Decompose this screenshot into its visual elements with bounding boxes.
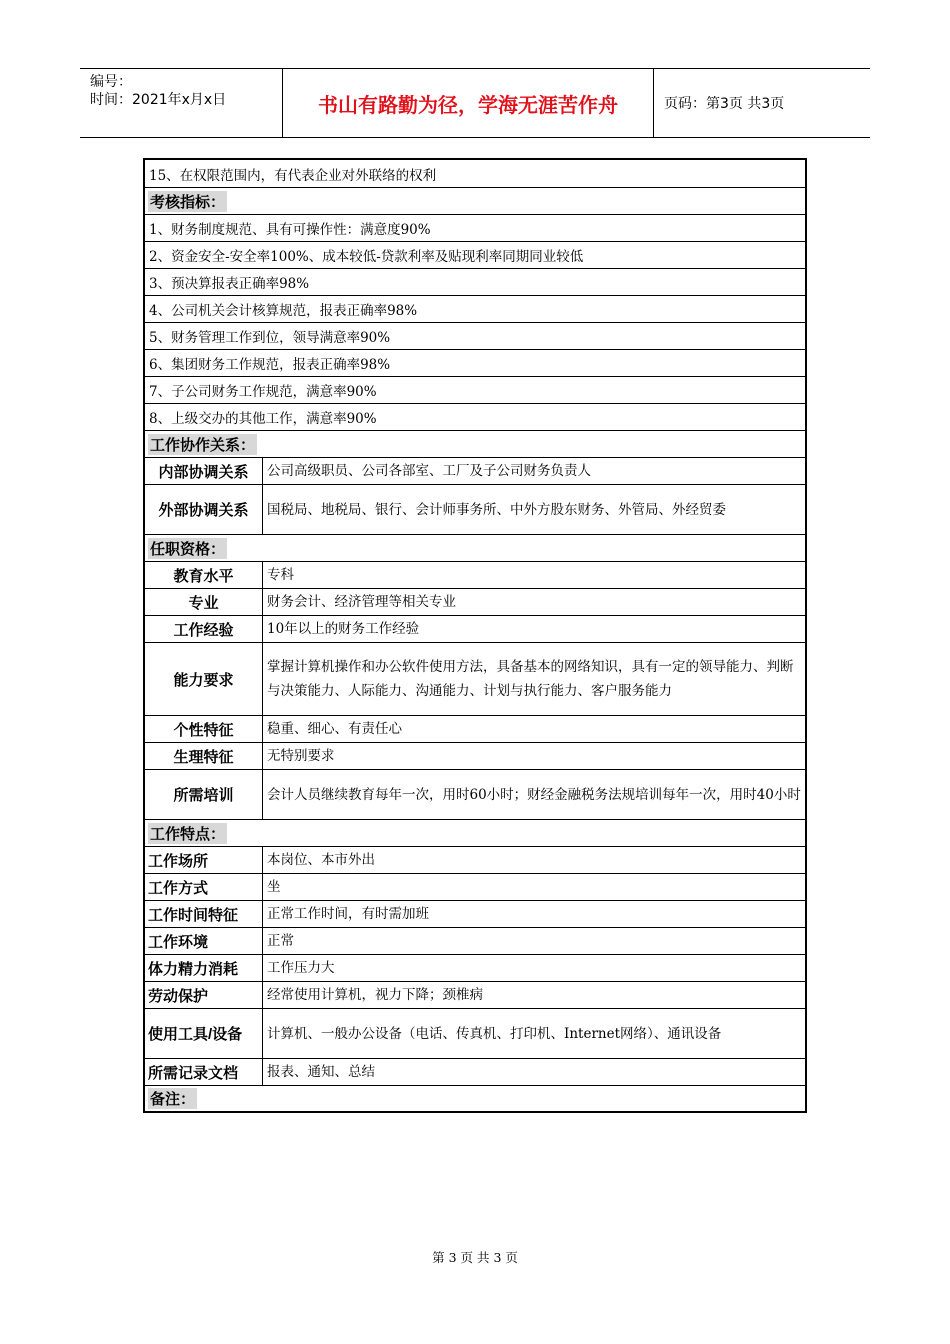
feature-row [145,954,805,981]
row-label: 教育水平 [145,562,263,588]
row-label: 工作场所 [145,847,263,873]
kpi-row [145,349,805,376]
row-label: 所需记录文档 [145,1059,263,1085]
feature-row [145,927,805,954]
section-title: 考核指标： [148,191,227,212]
remarks-section-header [145,1085,805,1111]
kpi-text: 3、预决算报表正确率98% [149,276,310,292]
qualification-row [145,561,805,588]
header-meta [80,69,283,137]
row-label: 外部协调关系 [145,485,263,534]
row-label: 劳动保护 [145,982,263,1008]
row-value: 坐 [267,879,281,895]
qualification-row [145,588,805,615]
section-title: 任职资格： [148,538,227,559]
qualification-row [145,769,805,819]
features-section-header [145,819,805,846]
kpi-row [145,376,805,403]
section-title: 工作协作关系： [148,434,257,455]
row-value: 计算机、一般办公设备（电话、传真机、打印机、Internet网络）、通讯设备 [267,1025,722,1042]
row-value: 正常 [267,933,294,949]
row-label: 使用工具/设备 [145,1009,263,1058]
row-value: 国税局、地税局、银行、会计师事务所、中外方股东财务、外管局、外经贸委 [267,501,726,518]
row-value: 稳重、细心、有责任心 [267,721,402,737]
row-value: 无特别要求 [267,748,335,764]
duty-text: 15、在权限范围内，有代表企业对外联络的权利 [149,167,437,184]
row-label: 个性特征 [145,716,263,742]
kpi-text: 6、集团财务工作规范，报表正确率98% [149,357,391,373]
row-value: 本岗位、本市外出 [267,852,375,868]
section-title: 工作特点： [148,823,227,844]
qualification-row [145,742,805,769]
external-relations-row [145,484,805,534]
feature-row [145,873,805,900]
row-value: 会计人员继续教育每年一次，用时60小时；财经金融税务法规培训每年一次，用时40小时 [267,786,801,803]
row-label: 生理特征 [145,743,263,769]
row-value: 正常工作时间，有时需加班 [267,906,429,922]
kpi-row [145,322,805,349]
kpi-text: 2、资金安全-安全率100%、成本较低-贷款利率及贴现利率同期同业较低 [149,249,584,265]
feature-row [145,900,805,927]
document-time-label: 时间：2021年x月x日 [90,92,227,108]
kpi-text: 5、财务管理工作到位，领导满意率90% [149,330,391,346]
feature-row [145,846,805,873]
internal-relations-row [145,457,805,484]
qualification-row [145,715,805,742]
qualifications-section-header [145,534,805,561]
header-motto: 书山有路勤为径，学海无涯苦作舟 [283,69,654,137]
job-description-table [143,158,807,1113]
relations-section-header [145,430,805,457]
kpi-row [145,403,805,430]
row-label: 专业 [145,589,263,615]
qualification-row [145,615,805,642]
kpi-section-header [145,187,805,214]
kpi-text: 7、子公司财务工作规范，满意率90% [149,384,377,400]
row-label: 内部协调关系 [145,458,263,484]
row-label: 体力精力消耗 [145,955,263,981]
section-title: 备注： [148,1088,197,1109]
document-number-label: 编号： [90,74,132,90]
row-label: 工作环境 [145,928,263,954]
kpi-row [145,241,805,268]
row-label: 所需培训 [145,770,263,819]
page-footer: 第 3 页 共 3 页 [432,1250,518,1265]
row-label: 工作经验 [145,616,263,642]
kpi-text: 4、公司机关会计核算规范，报表正确率98% [149,303,418,319]
kpi-row [145,295,805,322]
feature-row [145,1008,805,1058]
page-header [80,68,870,138]
feature-row [145,1058,805,1085]
row-value: 财务会计、经济管理等相关专业 [267,594,456,610]
kpi-text: 8、上级交办的其他工作，满意率90% [149,411,377,427]
row-value: 工作压力大 [267,960,335,976]
row-value: 报表、通知、总结 [267,1064,375,1080]
row-value: 10年以上的财务工作经验 [267,621,420,637]
kpi-row [145,268,805,295]
row-value: 专科 [267,567,294,583]
row-value: 公司高级职员、公司各部室、工厂及子公司财务负责人 [267,463,591,479]
row-label: 能力要求 [145,643,263,715]
qualification-row [145,642,805,715]
row-label: 工作时间特征 [145,901,263,927]
duty-row-15 [145,160,805,187]
header-page-number: 页码：第3页 共3页 [664,96,785,112]
kpi-row [145,214,805,241]
feature-row [145,981,805,1008]
row-value: 掌握计算机操作和办公软件使用方法，具备基本的网络知识，具有一定的领导能力、判断与决策能力、人际能力、沟通能力、计划与执行能力、客户服务能力 [267,659,794,699]
row-label: 工作方式 [145,874,263,900]
row-value: 经常使用计算机，视力下降；颈椎病 [267,987,483,1003]
kpi-text: 1、财务制度规范、具有可操作性：满意度90% [149,222,431,238]
